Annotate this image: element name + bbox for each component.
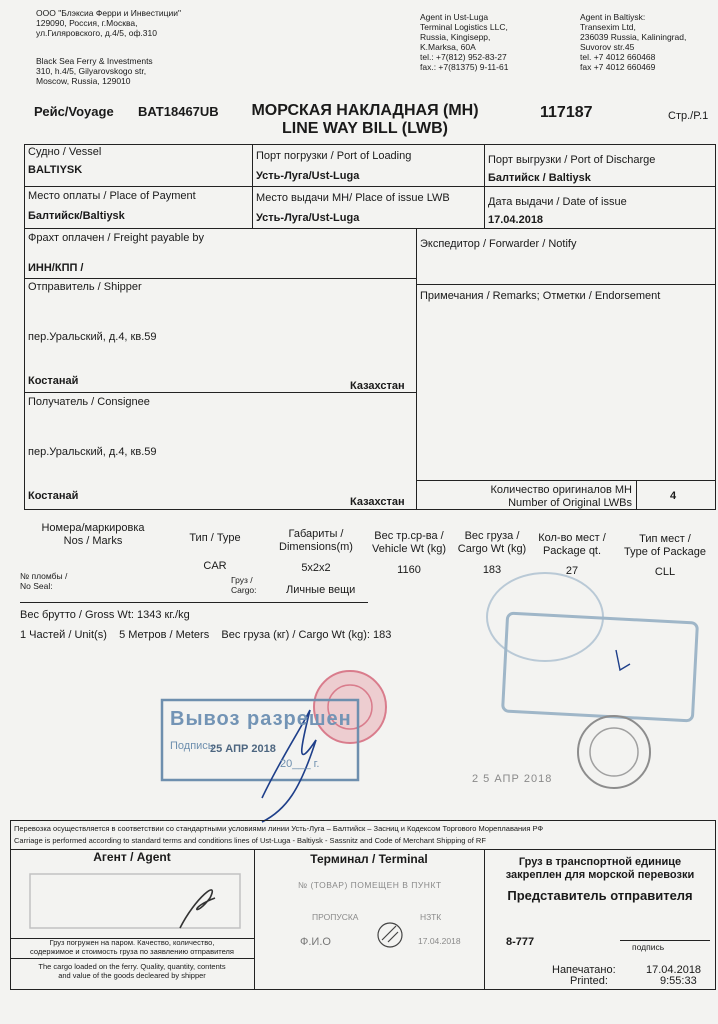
sign-label: подпись [632,942,665,952]
printed-time: 9:55:33 [660,975,697,987]
cargo-packages: 27 [565,565,579,577]
grid-line [416,228,417,510]
col-header-line: Nos / Marks [63,535,123,547]
company-ru-line: 129090, Россия, г.Москва, [36,18,138,28]
col-package-type-header [614,533,716,559]
gross-weight: Вес брутто / Gross Wt: 1343 кг./kg [20,609,190,621]
loaded-ru-line: Груз погружен на паром. Качество, количество, [49,938,215,947]
cargo-description: Личные вещи [286,584,356,596]
shipper-label: Отправитель / Shipper [28,281,142,293]
col-header-line: Вес тр.ср-ва / [374,530,444,542]
container-header-line: закреплен для морской перевозки [505,869,695,881]
payment-label: Место оплаты / Place of Payment [28,190,196,202]
grid-line [24,278,416,279]
cargo-type: CAR [203,560,227,572]
voyage-label: Рейс/Voyage [34,104,114,119]
col-header-line: Номера/маркировка [41,522,145,534]
payment-value: Балтийск/Baltiysk [28,210,125,222]
col-header-line: Cargo Wt (kg) [457,543,527,555]
title-ru: МОРСКАЯ НАКЛАДНАЯ (МН) [251,102,479,119]
issue-place-value: Усть-Луга/Ust-Luga [256,212,360,224]
grid-line [484,144,485,228]
cargo-dims: 5x2x2 [301,562,331,574]
consignee-city: Костанай [28,490,79,502]
seal-label-ru: № пломбы / [20,571,68,581]
pod-value: Балтийск / Baltiysk [488,172,591,184]
pol-value: Усть-Луга/Ust-Luga [256,170,360,182]
agent-line: Terminal Logistics LLC, [420,22,508,32]
shipper-country: Казахстан [350,380,405,392]
forwarder-label: Экспедитор / Forwarder / Notify [420,238,577,250]
consignee-address: пер.Уральский, д.4, кв.59 [28,446,157,458]
cargo-cargo-wt: 183 [482,564,502,576]
export-stamp-sub: Подпись [170,740,214,752]
issue-date-label: Дата выдачи / Date of issue [488,196,627,208]
cargo-label-ru: Груз / [231,575,253,585]
shipper-address: пер.Уральский, д.4, кв.59 [28,331,157,343]
col-cargo-wt-header [452,530,532,556]
agent-stamp-area [20,868,250,938]
date-stamp: 2 5 АПР 2018 [472,773,553,785]
company-en-line: 310, h.4/5, Gilyarovskogo str, [36,66,147,76]
remarks-label: Примечания / Remarks; Отметки / Endorsement [420,290,661,302]
rep-phone: 8-777 [506,936,535,948]
company-en-block [36,56,226,86]
agent-line: Suvorov str.45 [580,42,635,52]
terminal-signature-loop [378,923,402,947]
issue-date-value: 17.04.2018 [488,214,544,226]
title-en: LINE WAY BILL (LWB) [282,120,448,137]
consignee-label: Получатель / Consignee [28,396,150,408]
loaded-en-line: The cargo loaded on the ferry. Quality, quantity, contents [38,962,226,971]
stamps-layer [0,560,718,830]
terminal-stamp-line: ПРОПУСКА [312,912,359,922]
terms-en: Carriage is performed according to standard terms and conditions lines of Ust-Luga - Baltiysk - Sassnitz and Code of Merchant Shipping of RF [14,836,486,845]
col-dims-header [268,528,364,554]
export-stamp-date: 25 АПР 2018 [210,743,276,755]
waybill-number: 117187 [540,104,593,121]
terms-ru: Перевозка осуществляется в соответствии со стандартными условиями линии Усть-Луга – Балтийск – Засниц и Кодексом Торгового Мореплавания РФ [14,824,544,833]
agent-line: 236039 Russia, Kaliningrad, [580,32,687,42]
red-round-stamp [314,671,386,743]
agent-signature [180,890,215,928]
grid-line [636,480,637,510]
pol-label: Порт погрузки / Port of Loading [256,150,412,162]
cargo-vehicle-wt: 1160 [397,564,421,576]
container-header-line: Груз в транспортной единице [518,856,682,868]
page-number: Стр./P.1 [668,110,709,122]
loaded-ru-line: содержимое и стоимость груза по заявлению отправителя [30,947,234,956]
cargo-package-type: CLL [654,566,676,578]
col-marks-header [28,522,158,548]
grid-line [416,284,716,285]
footer-divider [254,850,255,990]
agent-line: fax.: +7(81375) 9-11-61 [420,62,509,72]
terminal-stamp-line: № (ТОВАР) ПОМЕЩЕН В ПУНКТ [298,880,442,890]
agent-line: Agent in Baltiysk: [580,12,646,22]
agent-baltiysk-block [580,12,715,72]
vessel-label: Судно / Vessel [28,146,102,158]
sign-line [620,940,710,941]
col-header-line: Тип / Type [189,532,241,544]
company-ru-block [36,8,226,38]
grid-line [24,228,716,229]
originals-label-ru: Количество оригиналов МН [490,484,632,496]
signature-tick [616,650,630,670]
issue-place-label: Место выдачи МН/ Place of issue LWB [256,192,450,204]
col-header-line: Тип мест / [639,533,691,545]
units-line: 1 Частей / Unit(s) 5 Метров / Meters Вес груза (кг) / Cargo Wt (kg): 183 [20,629,392,641]
col-header-line: Вес груза / [464,530,520,542]
grey-round-stamp [578,716,650,788]
cargo-label-en: Cargo: [231,585,257,595]
vessel-value: BALTIYSK [28,164,83,176]
grey-round-stamp-inner [590,728,638,776]
agent-line: Agent in Ust-Luga [420,12,489,22]
export-stamp-title: Вывоз разрешен [170,708,352,730]
grid-line [24,186,716,187]
col-vehicle-wt-header [366,530,452,556]
agent-line: Transexim Ltd, [580,22,636,32]
company-en-line: Black Sea Ferry & Investments [36,56,153,66]
grid-line [252,144,253,228]
terminal-header: Терминал / Terminal [310,852,428,866]
export-stamp-year: 20___ г. [280,758,320,770]
agent-split-line [10,958,254,959]
col-header-line: Dimensions(m) [279,541,353,553]
voyage-value: BAT18467UB [138,104,219,119]
col-header-line: Кол-во мест / [538,532,606,544]
agent-line: fax +7 4012 660469 [580,62,656,72]
shipper-city: Костанай [28,375,79,387]
originals-value: 4 [670,490,677,502]
terminal-stamp-line: НЗТК [420,912,442,922]
agent-line: tel.: +7(812) 952-83-27 [420,52,507,62]
printed-ru-label: Напечатано: [552,964,616,976]
freight-label: Фрахт оплачен / Freight payable by [28,232,205,244]
container-header [484,856,716,882]
terminal-stamp-line: 17.04.2018 [418,936,461,946]
printed-date: 17.04.2018 [646,964,702,976]
col-header-line: Габариты / [288,528,344,540]
agent-line: Russia, Kingisepp, [420,32,491,42]
shipper-rep: Представитель отправителя [507,888,693,903]
grid-line [416,480,716,481]
col-header-line: Vehicle Wt (kg) [372,543,446,555]
loaded-ru [10,938,254,956]
col-header-line: Type of Package [624,546,706,558]
agent-line: K.Marksa, 60A [420,42,476,52]
seal-label-en: No Seal: [20,581,53,591]
company-ru-line: ул.Гиляровского, д.4/5, оф.310 [36,28,157,38]
terminal-stamp-line: Ф.И.О [300,936,331,948]
agent-header: Агент / Agent [93,850,171,864]
pod-label: Порт выгрузки / Port of Discharge [488,154,656,166]
printed-en-label: Printed: [570,975,608,987]
col-type-header [180,532,250,545]
col-package-qt-header [532,532,612,558]
inn-label: ИНН/КПП / [28,262,84,274]
col-header-line: Package qt. [542,545,602,557]
company-ru-line: ООО "Блэксиа Ферри и Инвестиции" [36,8,181,18]
company-en-line: Moscow, Russia, 129010 [36,76,131,86]
terminal-signature-stroke [382,926,398,942]
originals-label-en: Number of Original LWBs [508,497,632,509]
agent-ust-luga-block [420,12,570,72]
agent-line: tel. +7 4012 660468 [580,52,656,62]
loaded-en [10,962,254,980]
consignee-country: Казахстан [350,496,405,508]
loaded-en-line: and value of the goods decleared by shipper [58,971,206,980]
terminal-signature [372,920,408,950]
